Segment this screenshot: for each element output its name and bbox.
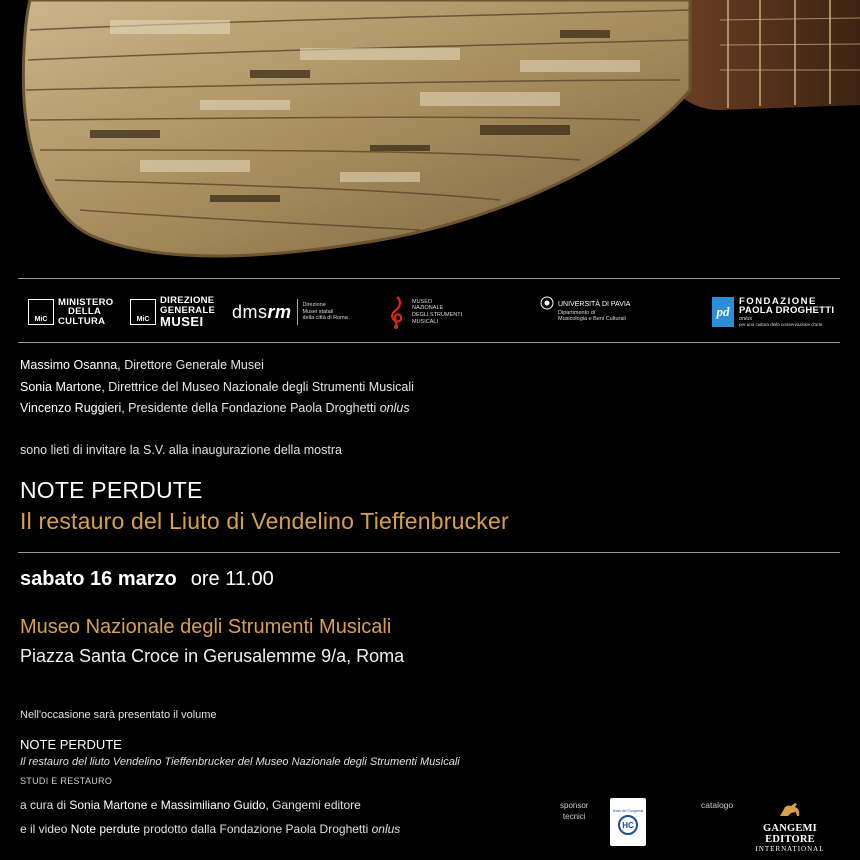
logo-text: FONDAZIONE xyxy=(739,295,817,307)
logo-text: Musicologia e Beni Culturali xyxy=(558,316,626,323)
logos-bar xyxy=(18,286,840,338)
logo-fondazione-droghetti xyxy=(712,286,834,338)
logo-text: NAZIONALE xyxy=(412,305,444,312)
logo-text: dmsrm xyxy=(232,301,292,322)
logo-text: onlus xyxy=(739,315,753,322)
catalogo-label: catalogo xyxy=(701,800,734,810)
lute-photo xyxy=(0,0,860,272)
volume-editors: a cura di Sonia Martone e Massimiliano Guido, Gangemi editore xyxy=(20,798,361,812)
logo-text: MUSICALI xyxy=(412,318,438,325)
logo-text: UNIVERSITÀ DI PAVIA xyxy=(558,301,631,309)
hotel-logo: Hotel dei Congressi HC xyxy=(610,798,646,846)
logo-text: GENERALE xyxy=(160,304,216,316)
volume-intro: Nell'occasione sarà presentato il volume xyxy=(20,709,217,721)
logo-text: MUSEI xyxy=(160,314,204,329)
logo-universita-pavia xyxy=(540,286,630,338)
host-line: Massimo Osanna, Direttore Generale Musei xyxy=(20,358,264,372)
event-venue: Museo Nazionale degli Strumenti Musicali xyxy=(20,616,392,638)
event-datetime xyxy=(20,568,274,591)
event-time: ore 11.00 xyxy=(190,568,274,590)
volume-subtitle: Il restauro del liuto Vendelino Tieffenbrucker del Museo Nazionale degli Strumenti Musicali xyxy=(20,756,460,768)
hosts-list xyxy=(20,355,414,420)
divider-logos xyxy=(18,342,840,343)
video-credit: e il video Note perdute prodotto dalla Fondazione Paola Droghetti onlus xyxy=(20,822,401,836)
divider-top xyxy=(18,278,840,279)
logo-ministero-cultura xyxy=(28,286,113,338)
pd-logo-icon: pd xyxy=(712,297,734,327)
hotel-logo-icon: HC xyxy=(618,815,638,835)
treble-clef-icon xyxy=(388,295,406,329)
logo-text: Musei statali xyxy=(302,308,334,315)
volume-series: STUDI E RESTAURO xyxy=(20,776,113,786)
logo-dmsrm xyxy=(232,286,348,338)
logo-text: MUSEO xyxy=(412,298,433,305)
logo-text: MINISTERO xyxy=(58,296,114,308)
logo-text: CULTURA xyxy=(58,315,106,327)
volume-title: NOTE PERDUTE xyxy=(20,737,122,752)
invitation-text: sono lieti di invitare la S.V. alla inaugurazione della mostra xyxy=(20,443,342,457)
logo-text: DELLA xyxy=(68,306,102,318)
logo-text: della città di Roma xyxy=(302,315,348,322)
divider-event xyxy=(18,552,840,553)
university-seal-icon xyxy=(540,296,554,310)
logo-direzione-musei xyxy=(130,286,215,338)
mic-icon: MiC xyxy=(130,299,156,325)
exhibition-subtitle: Il restauro del Liuto di Vendelino Tieffenbrucker xyxy=(20,508,509,534)
event-date: sabato 16 marzo xyxy=(20,568,177,590)
logo-text: DEGLI STRUMENTI xyxy=(412,312,463,318)
gangemi-logo: GANGEMI EDITORE INTERNATIONAL xyxy=(738,800,842,853)
horse-icon xyxy=(776,800,804,818)
logo-museo-strumenti xyxy=(388,286,462,338)
logo-text: per una cultura della conservazione d'arte xyxy=(739,322,823,328)
logo-text: Dipartimento di xyxy=(558,309,595,316)
host-line: Vincenzo Ruggieri, Presidente della Fondazione Paola Droghetti onlus xyxy=(20,401,410,415)
host-line: Sonia Martone, Direttrice del Museo Nazionale degli Strumenti Musicali xyxy=(20,379,414,394)
sponsor-label: sponsor tecnici xyxy=(560,801,589,821)
mic-icon: MiC xyxy=(28,299,54,325)
logo-text: PAOLA DROGHETTI xyxy=(739,305,835,316)
exhibition-title: NOTE PERDUTE xyxy=(20,477,203,503)
event-address: Piazza Santa Croce in Gerusalemme 9/a, Roma xyxy=(20,646,405,666)
logo-text: DIREZIONE xyxy=(160,295,215,306)
logo-text: Direzione xyxy=(302,302,326,309)
